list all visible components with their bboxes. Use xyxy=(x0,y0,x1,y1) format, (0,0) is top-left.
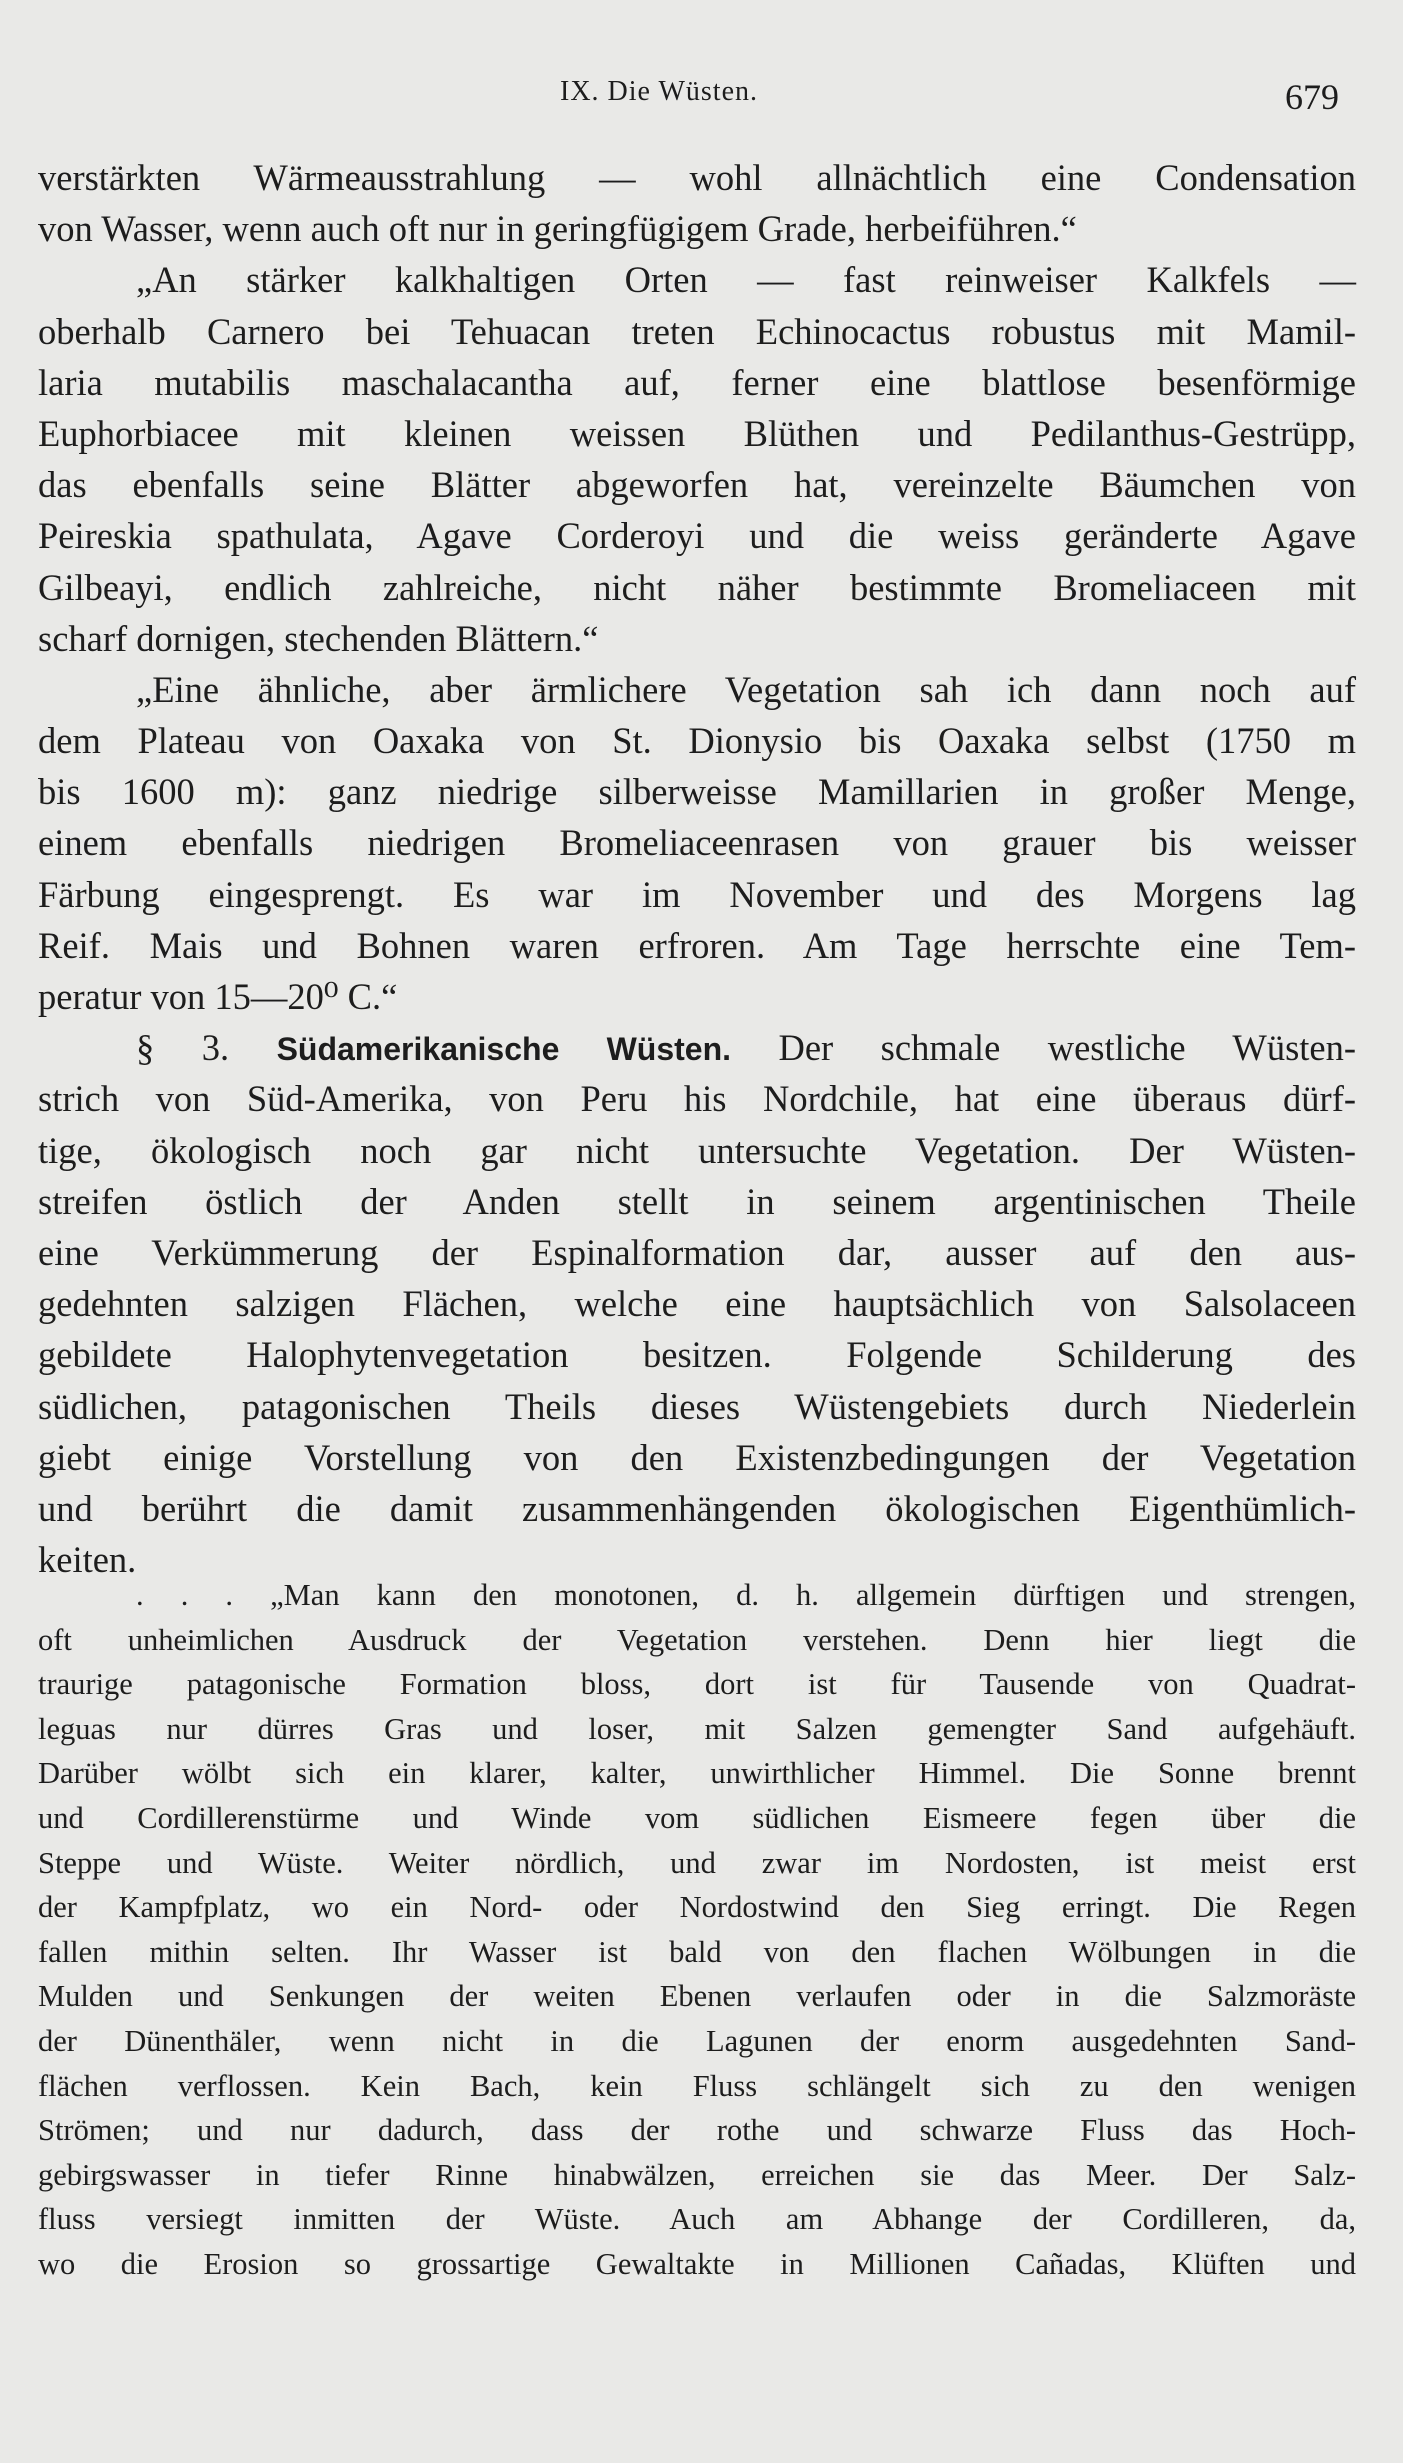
text-line: peratur von 15—20⁰ C.“ xyxy=(38,976,398,1017)
section-first-line xyxy=(38,1022,1356,1073)
quote-line: und Cordillerenstürme und Winde vom südlichen Eismeere fegen über die xyxy=(38,1800,1356,1835)
quote-line: gebirgswasser in tiefer Rinne hinabwälzen, erreichen sie das Meer. Der Salz- xyxy=(38,2157,1356,2192)
text-line: streifen östlich der Anden stellt in seinem argentinischen Theile xyxy=(38,1180,1356,1222)
text-line: Reif. Mais und Bohnen waren erfroren. Am Tage herrschte eine Tem- xyxy=(38,924,1356,966)
text-line: oberhalb Carnero bei Tehuacan treten Echinocactus robustus mit Mamil- xyxy=(38,310,1356,352)
text-line: von Wasser, wenn auch oft nur in geringfügigem Grade, herbeiführen.“ xyxy=(38,208,1077,250)
text-line: scharf dornigen, stechenden Blättern.“ xyxy=(38,617,599,659)
quote-line: traurige patagonische Formation bloss, dort ist für Tausende von Quadrat- xyxy=(38,1667,1356,1702)
section-first-line-text: Der schmale westliche Wüsten- xyxy=(778,1027,1357,1069)
quote-line: fallen mithin selten. Ihr Wasser ist bald von den flachen Wölbungen in die xyxy=(38,1934,1356,1969)
page-number: 679 xyxy=(1285,77,1339,117)
running-title: IX. Die Wüsten. xyxy=(560,76,758,107)
page-header xyxy=(0,70,1403,120)
quote-line: flächen verflossen. Kein Bach, kein Fluss schlängelt sich zu den wenigen xyxy=(38,2068,1356,2103)
quote-line: Steppe und Wüste. Weiter nördlich, und zwar im Nordosten, ist meist erst xyxy=(38,1845,1356,1880)
quote-line: Mulden und Senkungen der weiten Ebenen verlaufen oder in die Salzmoräste xyxy=(38,1979,1356,2014)
block-quote xyxy=(38,1573,1356,2287)
quote-line: . . . „Man kann den monotonen, d. h. allgemein dürftigen und strengen, xyxy=(136,1578,1356,1612)
quote-line: der Kampfplatz, wo ein Nord- oder Nordostwind den Sieg erringt. Die Regen xyxy=(38,1890,1356,1925)
text-line: strich von Süd-Amerika, von Peru his Nordchile, hat eine überaus dürf- xyxy=(38,1078,1356,1120)
section-number: § 3. xyxy=(136,1027,230,1069)
text-line: laria mutabilis maschalacantha auf, ferner eine blattlose besenförmige xyxy=(38,361,1356,403)
text-line: Gilbeayi, endlich zahlreiche, nicht näher bestimmte Bromeliaceen mit xyxy=(38,566,1356,608)
quote-line: oft unheimlichen Ausdruck der Vegetation verstehen. Denn hier liegt die xyxy=(38,1622,1356,1657)
text-line: das ebenfalls seine Blätter abgeworfen hat, vereinzelte Bäumchen von xyxy=(38,464,1356,506)
text-line: Färbung eingesprengt. Es war im November und des Morgens lag xyxy=(38,873,1356,915)
quote-line: leguas nur dürres Gras und loser, mit Salzen gemengter Sand aufgehäuft. xyxy=(38,1711,1356,1746)
section-heading: Südamerikanische Wüsten. xyxy=(276,1031,732,1068)
text-line: gebildete Halophytenvegetation besitzen. Folgende Schilderung des xyxy=(38,1334,1356,1376)
text-line: „An stärker kalkhaltigen Orten — fast reinweiser Kalkfels — xyxy=(136,259,1356,301)
quote-line: Strömen; und nur dadurch, dass der rothe und schwarze Fluss das Hoch- xyxy=(38,2113,1356,2148)
text-line: keiten. xyxy=(38,1539,137,1581)
quote-line: fluss versiegt inmitten der Wüste. Auch am Abhange der Cordilleren, da, xyxy=(38,2202,1356,2237)
text-line: Euphorbiacee mit kleinen weissen Blüthen und Pedilanthus-Gestrüpp, xyxy=(38,412,1356,454)
text-line: einem ebenfalls niedrigen Bromeliaceenrasen von grauer bis weisser xyxy=(38,822,1356,864)
text-line: eine Verkümmerung der Espinalformation dar, ausser auf den aus- xyxy=(38,1231,1356,1273)
text-line: giebt einige Vorstellung von den Existenzbedingungen der Vegetation xyxy=(38,1436,1356,1478)
text-line: südlichen, patagonischen Theils dieses Wüstengebiets durch Niederlein xyxy=(38,1385,1356,1427)
text-line: „Eine ähnliche, aber ärmlichere Vegetation sah ich dann noch auf xyxy=(136,668,1356,710)
text-line: gedehnten salzigen Flächen, welche eine hauptsächlich von Salsolaceen xyxy=(38,1283,1356,1325)
quote-line: der Dünenthäler, wenn nicht in die Lagunen der enorm ausgedehnten Sand- xyxy=(38,2023,1356,2058)
text-line: dem Plateau von Oaxaka von St. Dionysio bis Oaxaka selbst (1750 m xyxy=(38,720,1356,762)
quote-line: Darüber wölbt sich ein klarer, kalter, unwirthlicher Himmel. Die Sonne brennt xyxy=(38,1756,1356,1791)
text-line: Peireskia spathulata, Agave Corderoyi und die weiss geränderte Agave xyxy=(38,515,1356,557)
main-text xyxy=(38,152,1356,1585)
text-line: tige, ökologisch noch gar nicht untersuchte Vegetation. Der Wüsten- xyxy=(38,1129,1356,1171)
quote-line: wo die Erosion so grossartige Gewaltakte in Millionen Cañadas, Klüften und xyxy=(38,2246,1356,2281)
text-line: und berührt die damit zusammenhängenden ökologischen Eigenthümlich- xyxy=(38,1487,1356,1529)
text-line: verstärkten Wärmeausstrahlung — wohl allnächtlich eine Condensation xyxy=(38,157,1356,198)
text-line: bis 1600 m): ganz niedrige silberweisse Mamillarien in großer Menge, xyxy=(38,771,1356,813)
